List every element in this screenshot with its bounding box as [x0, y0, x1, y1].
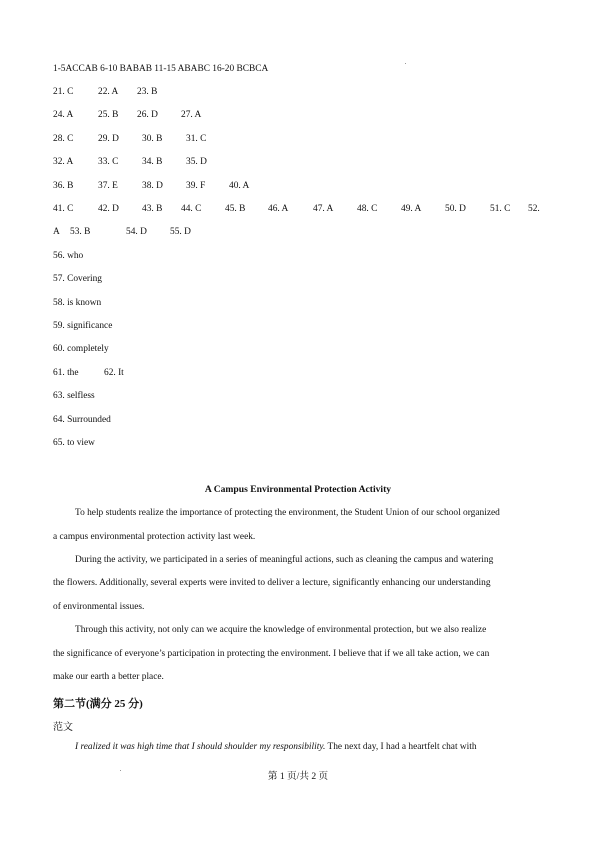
answer-35: 35. D [186, 157, 207, 167]
answer-40: 40. A [229, 181, 250, 191]
answer-49: 49. A [401, 204, 422, 214]
answer-41: 41. C [53, 204, 74, 214]
answer-34: 34. B [142, 157, 163, 167]
essay-title: A Campus Environmental Protection Activity [204, 484, 392, 495]
essay-line: the flowers. Additionally, several experts were invited to deliver a lecture, significantly enhancing our understanding [53, 578, 491, 588]
answer-23: 23. B [137, 87, 158, 97]
answer-29: 29. D [98, 134, 119, 144]
answer-36: 36. B [53, 181, 74, 191]
essay-line: make our earth a better place. [53, 672, 164, 682]
answer-28: 28. C [53, 134, 74, 144]
page-footer: 第 1 页/共 2 页 [267, 771, 329, 782]
answer-65: 65. to view [53, 438, 95, 448]
answer-27: 27. A [181, 110, 202, 120]
answer-26: 26. D [137, 110, 158, 120]
answer-21: 21. C [53, 87, 74, 97]
model-essay-first-line [75, 741, 477, 753]
answer-47: 47. A [313, 204, 334, 214]
essay-line: Through this activity, not only can we acquire the knowledge of environmental protection, but we also realize [75, 625, 487, 635]
answer-52-number: 52. [528, 204, 540, 214]
essay-line: of environmental issues. [53, 602, 145, 612]
answer-32: 32. A [53, 157, 74, 167]
answer-22: 22. A [98, 87, 119, 97]
answer-64: 64. Surrounded [53, 415, 111, 425]
answer-61: 61. the [53, 368, 79, 378]
answer-33: 33. C [98, 157, 119, 167]
answer-59: 59. significance [53, 321, 113, 331]
answer-48: 48. C [357, 204, 378, 214]
answer-39: 39. F [186, 181, 206, 191]
answer-51: 51. C [490, 204, 511, 214]
answer-45: 45. B [225, 204, 246, 214]
essay-line: a campus environmental protection activity last week. [53, 532, 256, 542]
answer-37: 37. E [98, 181, 118, 191]
answer-57: 57. Covering [53, 274, 102, 284]
answer-53: 53. B [70, 227, 91, 237]
answer-60: 60. completely [53, 344, 109, 354]
section-heading: 第二节(满分 25 分) [53, 698, 143, 710]
answers-1-20: 1-5ACCAB 6-10 BABAB 11-15 ABABC 16-20 BCBCA [53, 64, 269, 74]
answer-30: 30. B [142, 134, 163, 144]
answer-24: 24. A [53, 110, 74, 120]
answer-38: 38. D [142, 181, 163, 191]
essay-line: During the activity, we participated in a series of meaningful actions, such as cleaning the campus and watering [75, 555, 494, 565]
essay-line: To help students realize the importance of protecting the environment, the Student Union of our school organized [75, 508, 500, 518]
scan-speck [405, 63, 406, 64]
answer-55: 55. D [170, 227, 191, 237]
answer-52-letter: A [53, 227, 60, 237]
answer-63: 63. selfless [53, 391, 95, 401]
answer-44: 44. C [181, 204, 202, 214]
answer-50: 50. D [445, 204, 466, 214]
answer-31: 31. C [186, 134, 207, 144]
answer-54: 54. D [126, 227, 147, 237]
sentence-continuation: The next day, I had a heartfelt chat with [325, 742, 477, 752]
model-essay-label: 范文 [53, 722, 73, 733]
scan-speck [120, 770, 121, 771]
answer-25: 25. B [98, 110, 119, 120]
answer-56: 56. who [53, 251, 84, 261]
answer-46: 46. A [268, 204, 289, 214]
answer-42: 42. D [98, 204, 119, 214]
answer-43: 43. B [142, 204, 163, 214]
essay-line: the significance of everyone’s participation in protecting the environment. I believe that if we all take action, we can [53, 649, 490, 659]
italic-sentence: I realized it was high time that I should shoulder my responsibility. [75, 742, 326, 752]
answer-62: 62. It [104, 368, 124, 378]
answer-58: 58. is known [53, 298, 102, 308]
